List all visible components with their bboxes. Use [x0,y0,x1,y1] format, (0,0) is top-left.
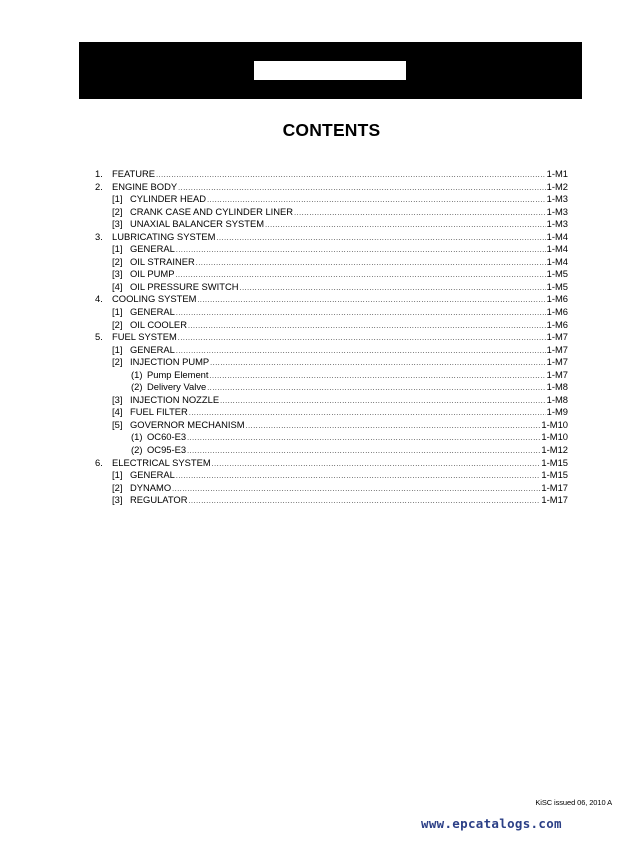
dot-leader [176,471,541,482]
toc-entry-title: GOVERNOR MECHANISM [130,418,245,430]
dot-leader [187,433,540,444]
toc-entry-page: 1-M5 [546,268,568,280]
toc-entry[interactable] [95,181,568,194]
toc-entry-number: 4. [95,293,103,305]
toc-entry-number: (1) [131,431,143,443]
toc-entry[interactable] [95,444,568,457]
toc-entry-title: DYNAMO [130,481,172,493]
toc-entry[interactable] [95,419,568,432]
dot-leader [156,170,546,181]
toc-entry-page: 1-M4 [546,243,568,255]
dot-leader [176,308,546,319]
toc-entry-page: 1-M7 [546,368,568,380]
toc-entry[interactable] [95,231,568,244]
toc-entry-title: FUEL SYSTEM [112,331,177,343]
dot-leader [246,421,541,432]
toc-entry-number: [2] [112,481,123,493]
toc-entry-page: 1-M6 [546,293,568,305]
toc-entry-page: 1-M7 [546,356,568,368]
toc-entry-number: [1] [112,243,123,255]
toc-entry[interactable] [95,218,568,231]
toc-entry-title: FEATURE [112,168,156,179]
toc-entry-number: (1) [131,368,143,380]
toc-entry[interactable] [95,331,568,344]
toc-entry-number: (2) [131,381,143,393]
toc-entry-number: [3] [112,268,123,280]
toc-entry[interactable] [95,344,568,357]
dot-leader [172,484,540,495]
toc-entry-title: OIL PUMP [130,268,175,280]
toc-entry-title: OIL COOLER [130,318,187,330]
dot-leader [294,208,546,219]
toc-entry-title: ELECTRICAL SYSTEM [112,456,211,468]
dot-leader [176,245,546,256]
toc-entry-title: OIL PRESSURE SWITCH [130,280,239,292]
toc-entry-page: 1-M1 [546,168,568,179]
dot-leader [178,183,546,194]
dot-leader [178,333,546,344]
toc-entry[interactable] [95,394,568,407]
dot-leader [196,258,546,269]
toc-entry-page: 1-M4 [546,255,568,267]
toc-entry-page: 1-M9 [546,406,568,418]
toc-entry-title: COOLING SYSTEM [112,293,197,305]
watermark-url[interactable]: www.epcatalogs.com [421,816,562,831]
toc-entry-number: [1] [112,469,123,481]
toc-entry[interactable] [95,482,568,495]
toc-entry-title: Pump Element [147,368,209,380]
toc-entry[interactable] [95,206,568,219]
dot-leader [240,283,546,294]
toc-entry-title: OC95-E3 [147,444,187,456]
toc-entry-page: 1-M4 [546,230,568,242]
toc-entry[interactable] [95,193,568,206]
toc-entry-title: UNAXIAL BALANCER SYSTEM [130,218,265,230]
dot-leader [189,408,546,419]
toc-entry-number: [2] [112,205,123,217]
toc-entry-title: GENERAL [130,469,175,481]
toc-entry[interactable] [95,319,568,332]
toc-entry-page: 1-M3 [546,218,568,230]
toc-entry-title: GENERAL [130,306,175,318]
toc-entry-number: (2) [131,444,143,456]
dot-leader [207,383,545,394]
toc-entry-page: 1-M3 [546,193,568,205]
toc-entry-number: [2] [112,356,123,368]
toc-entry-number: [2] [112,318,123,330]
toc-entry-number: 6. [95,456,103,468]
dot-leader [187,446,540,457]
toc-entry-page: 1-M5 [546,280,568,292]
dot-leader [265,220,546,231]
toc-entry[interactable] [95,469,568,482]
toc-entry-number: [2] [112,255,123,267]
toc-entry-page: 1-M15 [541,469,568,481]
toc-entry-number: [3] [112,393,123,405]
table-of-contents [95,168,568,507]
dot-leader [207,195,546,206]
toc-entry-page: 1-M2 [546,180,568,192]
toc-entry-page: 1-M7 [546,331,568,343]
toc-entry-number: [1] [112,193,123,205]
toc-entry-title: GENERAL [130,243,175,255]
dot-leader [210,358,545,369]
dot-leader [210,371,546,382]
toc-entry-title: INJECTION PUMP [130,356,210,368]
toc-entry-page: 1-M8 [546,381,568,393]
toc-entry[interactable] [95,256,568,269]
toc-entry-title: OIL STRAINER [130,255,195,267]
header-label-box [254,61,406,80]
toc-entry-number: 5. [95,331,103,343]
toc-entry[interactable] [95,281,568,294]
toc-entry[interactable] [95,306,568,319]
toc-entry[interactable] [95,168,568,181]
dot-leader [217,233,546,244]
toc-entry-page: 1-M10 [541,431,568,443]
dot-leader [220,396,546,407]
toc-entry[interactable] [95,268,568,281]
page-title: CONTENTS [282,120,381,140]
toc-entry-page: 1-M17 [541,494,568,506]
header-bar [79,42,582,99]
toc-entry[interactable] [95,406,568,419]
toc-entry-number: [3] [112,494,123,506]
toc-entry-title: CRANK CASE AND CYLINDER LINER [130,205,294,217]
toc-entry-title: INJECTION NOZZLE [130,393,220,405]
toc-entry-number: [1] [112,343,123,355]
toc-entry-number: [3] [112,218,123,230]
toc-entry-number: [4] [112,406,123,418]
dot-leader [212,459,541,470]
toc-entry-number: 3. [95,230,103,242]
toc-entry-page: 1-M8 [546,393,568,405]
dot-leader [188,321,546,332]
toc-entry[interactable] [95,381,568,394]
toc-entry-title: ENGINE BODY [112,180,178,192]
toc-entry-title: GENERAL [130,343,175,355]
toc-entry-page: 1-M7 [546,343,568,355]
toc-entry-number: [1] [112,306,123,318]
dot-leader [197,295,545,306]
issue-note: KiSC issued 06, 2010 A [535,798,612,807]
toc-entry-title: CYLINDER HEAD [130,193,207,205]
toc-entry-page: 1-M3 [546,205,568,217]
toc-entry-title: FUEL FILTER [130,406,188,418]
toc-entry-page: 1-M12 [541,444,568,456]
dot-leader [176,346,546,357]
toc-entry-number: [5] [112,418,123,430]
toc-entry[interactable] [95,457,568,470]
toc-entry[interactable] [95,243,568,256]
toc-entry[interactable] [95,494,568,507]
toc-entry-page: 1-M15 [541,456,568,468]
dot-leader [175,270,545,281]
toc-entry-title: REGULATOR [130,494,188,506]
toc-entry[interactable] [95,431,568,444]
toc-entry-page: 1-M6 [546,306,568,318]
dot-leader [188,496,540,507]
toc-entry-page: 1-M17 [541,481,568,493]
toc-entry-number: 2. [95,180,103,192]
toc-entry[interactable] [95,293,568,306]
toc-entry-title: Delivery Valve [147,381,207,393]
toc-entry[interactable] [95,356,568,369]
toc-entry-page: 1-M10 [541,418,568,430]
toc-entry-number: [4] [112,280,123,292]
toc-entry-page: 1-M6 [546,318,568,330]
toc-entry[interactable] [95,369,568,382]
toc-entry-number: 1. [95,168,103,179]
toc-entry-title: LUBRICATING SYSTEM [112,230,216,242]
toc-entry-title: OC60-E3 [147,431,187,443]
